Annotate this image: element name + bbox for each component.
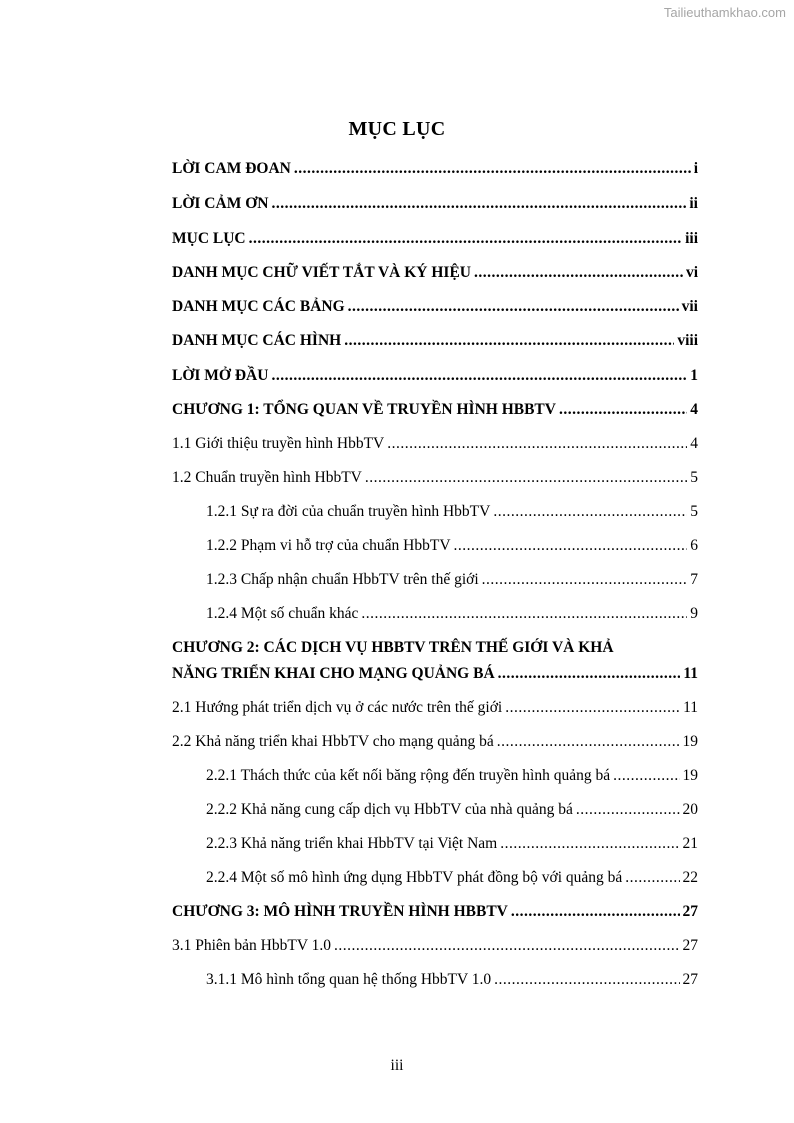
toc-entry-text: LỜI CẢM ƠN xyxy=(172,195,269,212)
toc-entry-text: 2.2.1 Thách thức của kết nối băng rộng đến truyền hình quảng bá xyxy=(206,767,611,784)
toc-entry[interactable] xyxy=(172,698,698,718)
toc-entry[interactable] xyxy=(206,570,698,590)
toc-entry-text: LỜI MỞ ĐẦU xyxy=(172,367,269,384)
toc-entry-text: DANH MỤC CHỮ VIẾT TẮT VÀ KÝ HIỆU xyxy=(172,264,471,281)
toc-entry-page: 20 xyxy=(682,801,698,818)
toc-entry-text: 1.2 Chuẩn truyền hình HbbTV xyxy=(172,469,362,486)
toc-entry[interactable] xyxy=(172,732,698,752)
toc-leader xyxy=(625,868,679,888)
toc-leader xyxy=(249,229,682,249)
toc-entry[interactable] xyxy=(206,834,698,854)
toc-entry-page: 19 xyxy=(682,733,698,750)
toc-entry-page: 9 xyxy=(690,605,698,622)
toc-leader xyxy=(559,400,687,420)
toc-leader xyxy=(348,297,679,317)
watermark: Tailieuthamkhao.com xyxy=(663,5,786,20)
toc-leader xyxy=(334,936,679,956)
toc-leader xyxy=(344,331,674,351)
toc-leader xyxy=(505,698,680,718)
toc-entry-page: 21 xyxy=(682,835,698,852)
toc-entry[interactable] xyxy=(172,400,698,420)
toc-entry-text: 1.2.2 Phạm vi hỗ trợ của chuẩn HbbTV xyxy=(206,537,451,554)
toc-entry-text: CHƯƠNG 1: TỔNG QUAN VỀ TRUYỀN HÌNH HBBTV xyxy=(172,401,556,418)
toc-entry-page: 22 xyxy=(682,869,698,886)
toc-entry[interactable] xyxy=(172,366,698,386)
toc-entry-page: ii xyxy=(689,195,698,212)
toc-entry-text: 2.1 Hướng phát triển dịch vụ ở các nước trên thế giới xyxy=(172,699,503,716)
toc-leader xyxy=(493,502,687,522)
toc-leader xyxy=(294,159,691,179)
toc-entry-text: CHƯƠNG 3: MÔ HÌNH TRUYỀN HÌNH HBBTV xyxy=(172,903,508,920)
toc-entry[interactable] xyxy=(172,263,698,283)
toc-entry-text: 2.2 Khả năng triển khai HbbTV cho mạng quảng bá xyxy=(172,733,494,750)
toc-entry-page: iii xyxy=(685,230,698,247)
toc-entry-page: vi xyxy=(685,264,698,281)
toc-entry[interactable] xyxy=(206,536,698,556)
toc-entry[interactable] xyxy=(206,604,698,624)
toc-entry-text: MỤC LỤC xyxy=(172,230,246,247)
toc-entry-text: 1.2.4 Một số chuẩn khác xyxy=(206,605,359,622)
toc-entry[interactable] xyxy=(172,664,698,684)
toc-entry-page: i xyxy=(693,160,698,177)
toc-leader xyxy=(494,970,679,990)
toc-entry[interactable] xyxy=(172,434,698,454)
toc-entry[interactable] xyxy=(206,800,698,820)
toc-entry-text: NĂNG TRIỂN KHAI CHO MẠNG QUẢNG BÁ xyxy=(172,665,495,682)
toc-entry-page: 5 xyxy=(690,469,698,486)
toc-leader xyxy=(454,536,688,556)
toc-entry[interactable] xyxy=(172,936,698,956)
toc-leader xyxy=(576,800,680,820)
toc-entry[interactable] xyxy=(206,502,698,522)
toc-leader xyxy=(500,834,679,854)
toc-leader xyxy=(474,263,683,283)
toc-entry-page: 1 xyxy=(690,367,698,384)
page-number: iii xyxy=(390,1057,404,1074)
toc-entry-text: 3.1 Phiên bản HbbTV 1.0 xyxy=(172,937,332,954)
toc-entry[interactable] xyxy=(172,297,698,317)
toc-entry-page: 11 xyxy=(683,665,698,682)
toc-entry-text: LỜI CAM ĐOAN xyxy=(172,160,291,177)
toc-entry-text-line1[interactable]: CHƯƠNG 2: CÁC DỊCH VỤ HBBTV TRÊN THẾ GIỚI VÀ KHẢ xyxy=(172,639,614,656)
toc-entry-page: viii xyxy=(677,332,698,349)
toc-entry[interactable] xyxy=(206,970,698,990)
toc-leader xyxy=(365,468,687,488)
toc-entry[interactable] xyxy=(172,159,698,179)
toc-entry[interactable] xyxy=(172,902,698,922)
toc-entry-page: 19 xyxy=(682,767,698,784)
toc-leader xyxy=(361,604,687,624)
toc-entry-text: 2.2.2 Khả năng cung cấp dịch vụ HbbTV của nhà quảng bá xyxy=(206,801,573,818)
toc-entry[interactable] xyxy=(172,194,698,214)
toc-entry-text: 1.2.1 Sự ra đời của chuẩn truyền hình HbbTV xyxy=(206,503,491,520)
toc-leader xyxy=(271,194,686,214)
toc-leader xyxy=(511,902,680,922)
toc-entry-page: 7 xyxy=(690,571,698,588)
toc-entry-page: 6 xyxy=(690,537,698,554)
toc-leader xyxy=(387,434,687,454)
toc-entry[interactable] xyxy=(172,468,698,488)
toc-leader xyxy=(271,366,687,386)
toc-leader xyxy=(482,570,688,590)
toc-entry-page: vii xyxy=(681,298,698,315)
toc-entry[interactable] xyxy=(172,331,698,351)
page-title: MỤC LỤC xyxy=(348,118,446,140)
toc-entry-page: 27 xyxy=(682,971,698,988)
toc-entry-text: 2.2.3 Khả năng triển khai HbbTV tại Việt Nam xyxy=(206,835,498,852)
toc-leader xyxy=(613,766,679,786)
toc-entry[interactable] xyxy=(172,229,698,249)
toc-entry-page: 27 xyxy=(682,937,698,954)
toc-entry-text: 3.1.1 Mô hình tổng quan hệ thống HbbTV 1.0 xyxy=(206,971,492,988)
toc-entry-text: 1.2.3 Chấp nhận chuẩn HbbTV trên thế giới xyxy=(206,571,479,588)
toc-entry-page: 11 xyxy=(683,699,698,716)
toc-leader xyxy=(497,732,680,752)
toc-entry[interactable] xyxy=(206,868,698,888)
toc-entry-page: 4 xyxy=(690,435,698,452)
toc-entry-text: 2.2.4 Một số mô hình ứng dụng HbbTV phát đồng bộ với quảng bá xyxy=(206,869,623,886)
toc-leader xyxy=(498,664,681,684)
toc-entry-text: DANH MỤC CÁC HÌNH xyxy=(172,332,342,349)
toc-entry-page: 4 xyxy=(690,401,698,418)
toc-entry-page: 5 xyxy=(690,503,698,520)
toc-entry[interactable] xyxy=(206,766,698,786)
toc-entry-page: 27 xyxy=(682,903,698,920)
toc-entry-text: 1.1 Giới thiệu truyền hình HbbTV xyxy=(172,435,385,452)
toc-entry-text: DANH MỤC CÁC BẢNG xyxy=(172,298,345,315)
